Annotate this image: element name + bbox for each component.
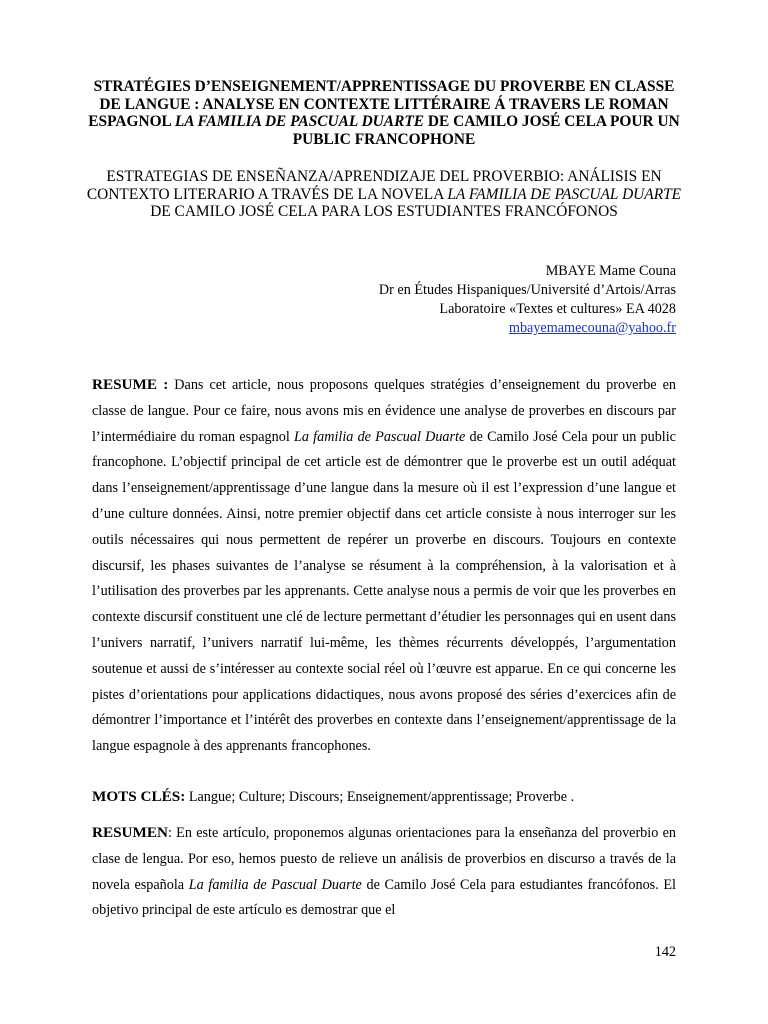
title-fr-novel: LA FAMILIA DE PASCUAL DUARTE bbox=[174, 113, 424, 130]
resumen-paragraph bbox=[92, 820, 676, 924]
title-fr-text-end: DE CAMILO JOSÉ CELA POUR UN PUBLIC FRANCOPHONE bbox=[292, 113, 680, 148]
resumen-label: RESUMEN bbox=[92, 824, 168, 841]
resumen-text: : En este artículo, proponemos algunas orientaciones para la enseñanza del proverbio en clase de lengua. Por eso, hemos puesto de relieve un análisis de proverbios en discurso a través de la novela española bbox=[92, 825, 676, 893]
author-lab: Laboratoire «Textes et cultures» EA 4028 bbox=[439, 301, 676, 317]
title-es-novel: LA FAMILIA DE PASCUAL DUARTE bbox=[447, 185, 682, 203]
resume-text: Dans cet article, nous proposons quelques stratégies d’enseignement du proverbe en classe de langue. Pour ce faire, nous avons mis en évidence une analyse de proverbes en discours par l’intermédiaire du roman espagnol bbox=[92, 377, 676, 445]
author-name: MBAYE Mame Couna bbox=[545, 263, 676, 279]
resume-novel-title: La familia de Pascual Duarte bbox=[293, 428, 466, 445]
keywords-paragraph bbox=[92, 784, 676, 811]
resumen-text-cont: de Camilo José Cela para estudiantes francófonos. El objetivo principal de este artículo es demostrar que el bbox=[92, 876, 677, 919]
title-es-text: ESTRATEGIAS DE ENSEÑANZA/APRENDIZAJE DEL PROVERBIO: ANÁLISIS EN CONTEXTO LITERARIO A TRAVÉS DE LA NOVELA bbox=[86, 168, 662, 203]
article-title-spanish bbox=[86, 168, 682, 221]
author-email-link[interactable]: mbayemamecouna@yahoo.fr bbox=[508, 320, 676, 336]
title-es-text-end: DE CAMILO JOSÉ CELA PARA LOS ESTUDIANTES FRANCÓFONOS bbox=[150, 203, 618, 220]
author-degree: Dr en Études Hispaniques/Université d’Artois/Arras bbox=[378, 282, 676, 298]
keywords-label: MOTS CLÉS: bbox=[92, 788, 186, 805]
article-title-french bbox=[86, 78, 682, 148]
author-block bbox=[256, 262, 676, 338]
page-number: 142 bbox=[654, 944, 676, 960]
resume-paragraph bbox=[92, 372, 676, 760]
resumen-novel-title: La familia de Pascual Duarte bbox=[188, 876, 362, 893]
keywords-text: Langue; Culture; Discours; Enseignement/apprentissage; Proverbe . bbox=[185, 789, 575, 805]
title-fr-text: STRATÉGIES D’ENSEIGNEMENT/APPRENTISSAGE DU PROVERBE EN CLASSE DE LANGUE : ANALYSE EN CONTEXTE LITTÉRAIRE Á TRAVERS LE ROMAN ESPAGNOL bbox=[88, 78, 675, 130]
resume-text-cont: de Camilo José Cela pour un public francophone. L’objectif principal de cet article est de démontrer que le proverbe est un outil adéquat dans l’enseignement/apprentissage d’une langue dans la mesure où il est l’expression d’une langue et d’une culture données. Ainsi, notre premier objectif dans cet article consiste à nous interroger sur les outils nécessaires qui nous permettent de repérer un proverbe en discours. Toujours en contexte discursif, les phases suivantes de l’analyse se résument à la compréhension, à la valorisation et à l’utilisation des proverbes par les apprenants. Cette analyse nous a permis de voir que les proverbes en contexte discursif constituent une clé de lecture permettant d’étudier les personnages qui en usent dans l’univers narratif, l’univers narratif lui-même, les thèmes récurrents développés, l’argumentation soutenue et aussi de s’intéresser au contexte social réel où l’œuvre est apparue. En ce qui concerne les pistes d’orientations pour applications didactiques, nous avons proposé des séries d’exercices afin de démontrer l’importance et l’intérêt des proverbes en contexte dans l’enseignement/apprentissage de la langue espagnole à des apprenants francophones. bbox=[92, 428, 676, 755]
resume-label: RESUME : bbox=[92, 376, 169, 393]
